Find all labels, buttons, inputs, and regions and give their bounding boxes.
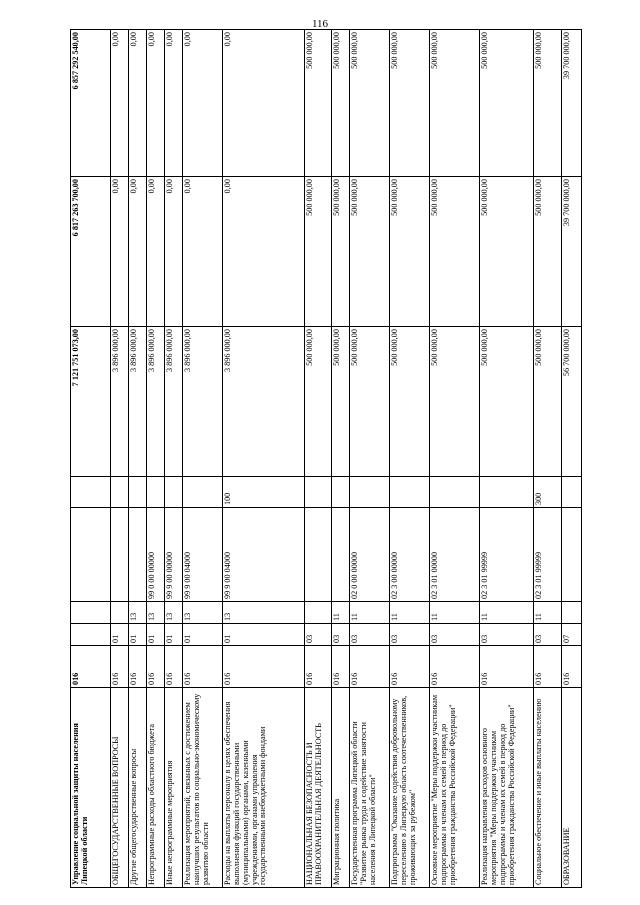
amount-year-1: 3 896 000,00 (129, 327, 147, 477)
code-admin: 016 (71, 646, 111, 688)
amount-year-2: 500 000,00 (332, 177, 350, 327)
code-target-article: 99 0 00 00000 (147, 508, 165, 602)
amount-year-3: 0,00 (129, 30, 147, 177)
table-row (71, 30, 111, 888)
code-admin: 016 (183, 646, 223, 688)
code-section: 03 (350, 624, 390, 646)
row-name: Расходы на выплаты персоналу в целях обеспечения выполнения функций государственными (муниципальными) органами, казенными учреждениями, органами управления государственными внебюджетными фондами (223, 688, 305, 888)
amount-year-2: 500 000,00 (350, 177, 390, 327)
amount-year-1: 3 896 000,00 (111, 327, 129, 477)
amount-year-3: 6 857 292 540,00 (71, 30, 111, 177)
code-target-article (562, 508, 582, 602)
code-section: 01 (147, 624, 165, 646)
code-subsection: 11 (332, 602, 350, 624)
code-target-article: 02 3 00 00000 (390, 508, 430, 602)
amount-year-1: 7 121 751 073,00 (71, 327, 111, 477)
code-target-article (305, 508, 332, 602)
code-subsection: 11 (350, 602, 390, 624)
row-name: Реализация мероприятий, связанных с достижением наилучших результатов по социально-экономическому развитию области (183, 688, 223, 888)
code-section (71, 624, 111, 646)
table-row (350, 30, 390, 888)
amount-year-2: 0,00 (129, 177, 147, 327)
code-admin: 016 (111, 646, 129, 688)
amount-year-3: 500 000,00 (390, 30, 430, 177)
code-target-article (129, 508, 147, 602)
code-expense-type (165, 477, 183, 508)
amount-year-1: 3 896 000,00 (147, 327, 165, 477)
code-subsection (71, 602, 111, 624)
code-expense-type (129, 477, 147, 508)
code-admin: 016 (305, 646, 332, 688)
code-expense-type (390, 477, 430, 508)
amount-year-2: 500 000,00 (480, 177, 534, 327)
row-name: Непрограммные расходы областного бюджета (147, 688, 165, 888)
amount-year-2: 0,00 (223, 177, 305, 327)
code-admin: 016 (430, 646, 480, 688)
table-row (390, 30, 430, 888)
amount-year-3: 500 000,00 (350, 30, 390, 177)
amount-year-3: 500 000,00 (480, 30, 534, 177)
table-row (223, 30, 305, 888)
amount-year-2: 0,00 (111, 177, 129, 327)
code-section: 01 (129, 624, 147, 646)
code-admin: 016 (480, 646, 534, 688)
code-expense-type (562, 477, 582, 508)
amount-year-2: 500 000,00 (534, 177, 562, 327)
code-admin: 016 (165, 646, 183, 688)
table-row (480, 30, 534, 888)
row-name: Государственная программа Липецкой области "Развитие рынка труда и содействие занятости населения в Липецкой области" (350, 688, 390, 888)
row-name: Миграционная политика (332, 688, 350, 888)
code-subsection: 11 (534, 602, 562, 624)
code-target-article: 02 3 01 99999 (534, 508, 562, 602)
amount-year-3: 500 000,00 (430, 30, 480, 177)
amount-year-1: 500 000,00 (332, 327, 350, 477)
code-admin: 016 (223, 646, 305, 688)
table-row (305, 30, 332, 888)
row-name: Подпрограмма "Оказание содействия добровольному переселению в Липецкую область соотечественников, проживающих за рубежом" (390, 688, 430, 888)
amount-year-3: 0,00 (165, 30, 183, 177)
amount-year-1: 500 000,00 (390, 327, 430, 477)
amount-year-2: 500 000,00 (305, 177, 332, 327)
amount-year-1: 56 700 000,00 (562, 327, 582, 477)
amount-year-1: 500 000,00 (430, 327, 480, 477)
code-target-article: 99 9 00 00000 (165, 508, 183, 602)
rotated-page-area (70, 30, 570, 888)
amount-year-3: 500 000,00 (305, 30, 332, 177)
code-subsection: 13 (223, 602, 305, 624)
amount-year-2: 0,00 (147, 177, 165, 327)
rotated-table-container (70, 30, 570, 888)
code-section: 01 (111, 624, 129, 646)
table-row (562, 30, 582, 888)
code-target-article: 99 9 00 04000 (223, 508, 305, 602)
code-admin: 016 (129, 646, 147, 688)
code-subsection: 13 (183, 602, 223, 624)
amount-year-1: 500 000,00 (305, 327, 332, 477)
table-row (534, 30, 562, 888)
code-target-article: 99 9 00 04000 (183, 508, 223, 602)
row-name: НАЦИОНАЛЬНАЯ БЕЗОПАСНОСТЬ И ПРАВООХРАНИТЕЛЬНАЯ ДЕЯТЕЛЬНОСТЬ (305, 688, 332, 888)
amount-year-3: 0,00 (223, 30, 305, 177)
code-expense-type (480, 477, 534, 508)
code-subsection (305, 602, 332, 624)
code-section: 07 (562, 624, 582, 646)
code-expense-type (147, 477, 165, 508)
amount-year-3: 39 700 000,00 (562, 30, 582, 177)
table-row (430, 30, 480, 888)
row-name: Управление социальной защиты населения Липецкой области (71, 688, 111, 888)
code-admin: 016 (390, 646, 430, 688)
code-expense-type (71, 477, 111, 508)
amount-year-2: 0,00 (165, 177, 183, 327)
row-name: ОБЩЕГОСУДАРСТВЕННЫЕ ВОПРОСЫ (111, 688, 129, 888)
table-row (183, 30, 223, 888)
code-admin: 016 (350, 646, 390, 688)
code-subsection: 13 (129, 602, 147, 624)
code-section: 01 (165, 624, 183, 646)
code-subsection: 11 (430, 602, 480, 624)
amount-year-2: 39 700 000,00 (562, 177, 582, 327)
page-number: 116 (311, 18, 329, 30)
row-name: ОБРАЗОВАНИЕ (562, 688, 582, 888)
code-section: 03 (390, 624, 430, 646)
code-target-article (71, 508, 111, 602)
amount-year-1: 500 000,00 (350, 327, 390, 477)
code-target-article (332, 508, 350, 602)
budget-table-body (71, 30, 582, 888)
code-subsection: 13 (147, 602, 165, 624)
code-subsection (111, 602, 129, 624)
row-name: Другие общегосударственные вопросы (129, 688, 147, 888)
code-section: 01 (183, 624, 223, 646)
code-expense-type: 100 (223, 477, 305, 508)
budget-table (70, 29, 582, 888)
code-section: 03 (430, 624, 480, 646)
code-expense-type (305, 477, 332, 508)
code-expense-type (350, 477, 390, 508)
code-expense-type (332, 477, 350, 508)
row-name: Иные непрограммные мероприятия (165, 688, 183, 888)
amount-year-3: 500 000,00 (332, 30, 350, 177)
amount-year-1: 500 000,00 (534, 327, 562, 477)
code-subsection: 11 (480, 602, 534, 624)
code-expense-type (111, 477, 129, 508)
table-row (165, 30, 183, 888)
amount-year-1: 3 896 000,00 (165, 327, 183, 477)
code-section: 01 (223, 624, 305, 646)
code-expense-type (430, 477, 480, 508)
amount-year-1: 3 896 000,00 (223, 327, 305, 477)
table-row (129, 30, 147, 888)
table-row (332, 30, 350, 888)
code-subsection: 13 (165, 602, 183, 624)
amount-year-2: 6 817 263 700,00 (71, 177, 111, 327)
code-admin: 016 (534, 646, 562, 688)
code-section: 03 (480, 624, 534, 646)
amount-year-3: 500 000,00 (534, 30, 562, 177)
amount-year-3: 0,00 (111, 30, 129, 177)
code-section: 03 (534, 624, 562, 646)
amount-year-2: 0,00 (183, 177, 223, 327)
amount-year-1: 500 000,00 (480, 327, 534, 477)
code-section: 03 (305, 624, 332, 646)
row-name: Реализация направления расходов основного мероприятия "Меры поддержки участникам подпрограммы и членам их семей в период до приобретения гражданства Российской Федерации" (480, 688, 534, 888)
code-section: 03 (332, 624, 350, 646)
code-admin: 016 (147, 646, 165, 688)
code-expense-type: 300 (534, 477, 562, 508)
code-target-article: 02 3 01 00000 (430, 508, 480, 602)
row-name: Социальное обеспечение и иные выплаты населению (534, 688, 562, 888)
code-target-article (111, 508, 129, 602)
code-subsection: 11 (390, 602, 430, 624)
code-expense-type (183, 477, 223, 508)
code-subsection (562, 602, 582, 624)
code-target-article: 02 0 00 00000 (350, 508, 390, 602)
amount-year-2: 500 000,00 (430, 177, 480, 327)
amount-year-2: 500 000,00 (390, 177, 430, 327)
table-row (147, 30, 165, 888)
code-target-article: 02 3 01 99999 (480, 508, 534, 602)
row-name: Основное мероприятие "Меры поддержки участникам подпрограммы и членам их семей в период до приобретения гражданства Российской Федерации" (430, 688, 480, 888)
table-row (111, 30, 129, 888)
code-admin: 016 (562, 646, 582, 688)
amount-year-3: 0,00 (183, 30, 223, 177)
amount-year-1: 3 896 000,00 (183, 327, 223, 477)
code-admin: 016 (332, 646, 350, 688)
amount-year-3: 0,00 (147, 30, 165, 177)
